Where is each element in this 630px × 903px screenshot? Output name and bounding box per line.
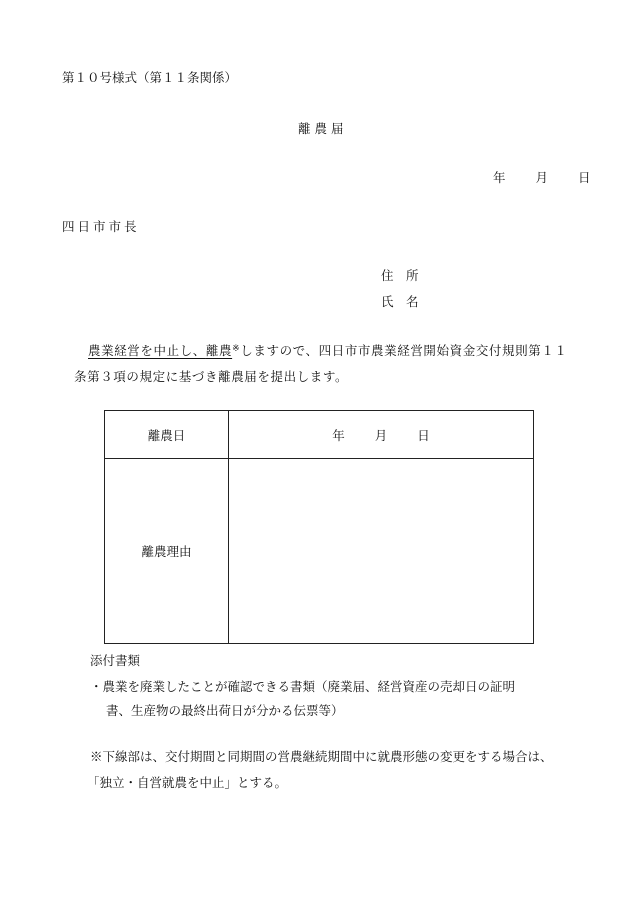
underlined-rino: 離農 [205, 343, 233, 358]
attachment-item-text-1: 農業を廃業したことが確認できる書類（廃業届、経営資産の売却日の証明 [102, 679, 516, 694]
application-table [104, 410, 534, 644]
date-month-label: 月 [535, 170, 549, 185]
table-label-date: 離農日 [105, 411, 229, 459]
table-date-month: 月 [374, 427, 388, 443]
table-label-reason: 離農理由 [105, 459, 229, 644]
table-date-year: 年 [332, 427, 345, 443]
footnote-line-1: ※下線部は、交付期間と同期間の営農継続期間中に就農形態の変更をする場合は、 [90, 749, 553, 764]
table-value-date[interactable] [229, 411, 534, 459]
attachment-item-line-2: 書、生産物の最終出荷日が分かる伝票等） [106, 703, 344, 718]
address-label: 住 所 [381, 268, 419, 283]
body-line-1-rest: しますので、四日市市農業経営開始資金交付規則第１１ [240, 343, 568, 358]
table-value-reason[interactable] [229, 459, 534, 644]
bullet: ・ [90, 679, 103, 694]
underlined-phrase: 農業経営を中止し、 [88, 343, 206, 358]
body-line-2: 条第３項の規定に基づき離農届を提出します。 [74, 369, 349, 384]
submission-date [493, 168, 591, 186]
addressee: 四日市市長 [62, 219, 140, 234]
attachment-item-line-1 [90, 677, 515, 695]
attachments-heading: 添付書類 [90, 653, 141, 668]
footnote-line-2: 「独立・自営就農を中止」とする。 [87, 775, 288, 790]
table-row-reason [105, 459, 534, 644]
document-title: 離 農 届 [298, 121, 344, 136]
date-year-label: 年 [493, 170, 506, 185]
note-mark: ※ [232, 344, 241, 354]
date-day-label: 日 [578, 170, 591, 185]
table-date-day: 日 [417, 427, 430, 443]
body-line-1 [88, 341, 568, 359]
table-row-date [105, 411, 534, 459]
form-number: 第１０号様式（第１１条関係） [62, 70, 238, 85]
name-label: 氏 名 [381, 294, 419, 309]
